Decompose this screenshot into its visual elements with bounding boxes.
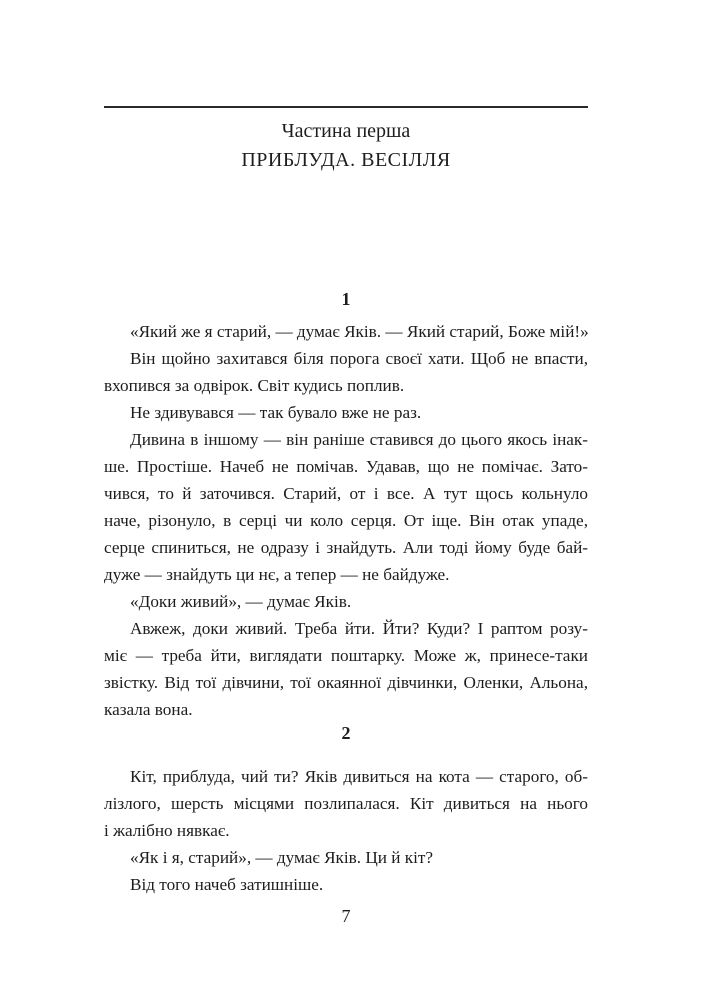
text-line: серце спиниться, не одразу і знайдуть. Али тоді йому буде бай- bbox=[104, 538, 588, 557]
text-line: Від того начеб затишніше. bbox=[130, 875, 324, 894]
text-line: «Як і я, старий», — думає Яків. Ци й кіт? bbox=[130, 848, 434, 867]
text-line: звістку. Від тої дівчини, тої окаянної дівчинки, Оленки, Альона, bbox=[104, 673, 588, 692]
text-line: Авжеж, доки живий. Треба йти. Йти? Куди? І раптом розу- bbox=[130, 619, 588, 638]
text-line: казала вона. bbox=[104, 700, 193, 719]
part-title: ПРИБЛУДА. ВЕСІЛЛЯ bbox=[241, 149, 451, 171]
text-line: міє — треба йти, виглядати поштарку. Може ж, принесе-таки bbox=[104, 646, 588, 665]
text-line: Він щойно захитався біля порога своєї хати. Щоб не впасти, bbox=[130, 349, 588, 368]
part-label: Частина перша bbox=[281, 120, 411, 142]
section-text bbox=[104, 763, 588, 898]
text-line: Кіт, приблуда, чий ти? Яків дивиться на кота — старого, об- bbox=[130, 767, 588, 786]
text-line: «Доки живий», — думає Яків. bbox=[130, 592, 352, 611]
text-line: Дивина в іншому — він раніше ставився до цього якось інак- bbox=[130, 430, 588, 449]
text-line: наче, різонуло, в серці чи коло серця. От іще. Він отак упаде, bbox=[104, 511, 588, 530]
text-line: лізлого, шерсть місцями позлипалася. Кіт дивиться на нього bbox=[104, 794, 588, 813]
text-line: і жалібно нявкає. bbox=[104, 821, 230, 840]
text-line: «Який же я старий, — думає Яків. — Який старий, Боже мій!» bbox=[130, 322, 589, 341]
text-line: Не здивувався — так бувало вже не раз. bbox=[130, 403, 422, 422]
text-line: вхопився за одвірок. Світ кудись поплив. bbox=[104, 376, 405, 395]
text-line: дуже — знайдуть ци нє, а тепер — не байдуже. bbox=[104, 565, 450, 584]
text-line: ше. Простіше. Начеб не помічав. Удавав, що не помічає. Зато- bbox=[104, 457, 588, 476]
section-number: 2 bbox=[341, 723, 351, 743]
page-number: 7 bbox=[341, 906, 351, 926]
text-line: чився, то й заточився. Старий, от і все. А тут щось кольнуло bbox=[104, 484, 588, 503]
section-text bbox=[104, 318, 588, 723]
section-number: 1 bbox=[341, 289, 351, 309]
header-rule bbox=[104, 106, 588, 108]
